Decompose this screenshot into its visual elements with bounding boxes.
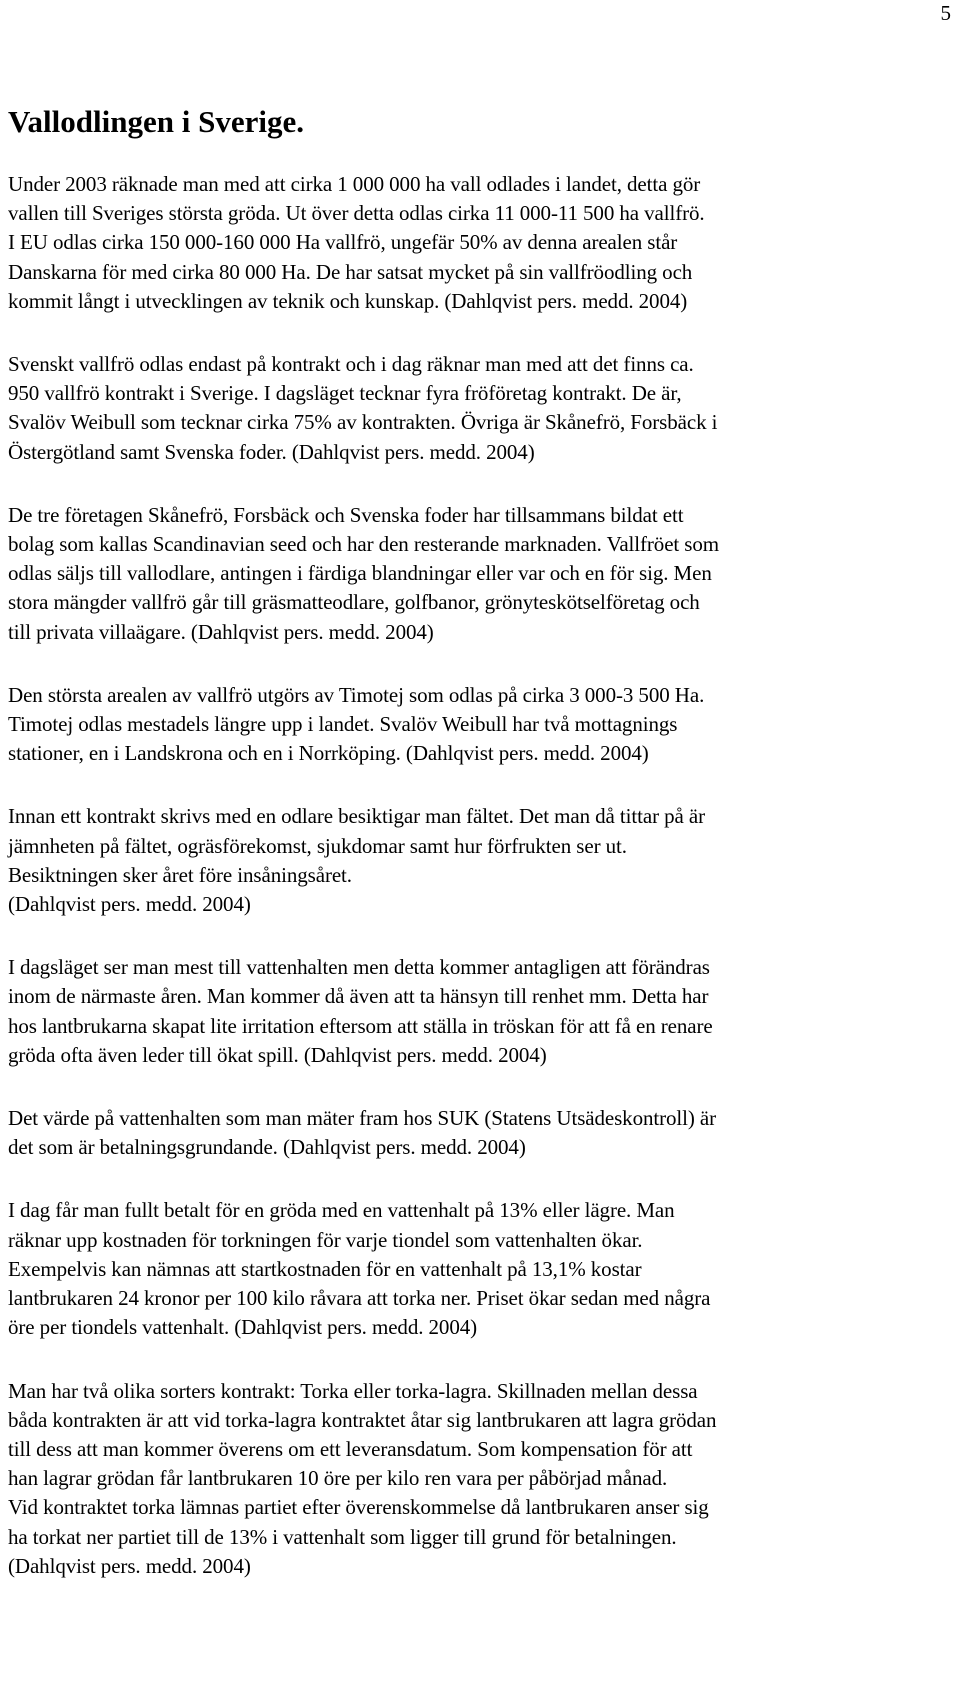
text-line: Svalöv Weibull som tecknar cirka 75% av kontrakten. Övriga är Skånefrö, Forsbäck i [8,410,718,435]
paragraph-7 [8,1104,948,1162]
text-line: han lagrar grödan får lantbrukaren 10 öre per kilo ren vara per påbörjad månad. [8,1466,668,1491]
paragraph-5 [8,802,948,919]
text-line: öre per tiondels vattenhalt. (Dahlqvist pers. medd. 2004) [8,1315,478,1340]
text-line: till privata villaägare. (Dahlqvist pers. medd. 2004) [8,619,434,644]
text-line: odlas säljs till vallodlare, antingen i färdiga blandningar eller var och en för sig. Men [8,561,712,586]
text-line: hos lantbrukarna skapat lite irritation eftersom att ställa in tröskan för att få en renare [8,1013,713,1038]
paragraph-9 [8,1377,948,1581]
paragraph-1 [8,170,948,316]
paragraph-6 [8,953,948,1070]
text-line: I EU odlas cirka 150 000-160 000 Ha vallfrö, ungefär 50% av denna arealen står [8,230,678,255]
text-line: kommit långt i utvecklingen av teknik och kunskap. (Dahlqvist pers. medd. 2004) [8,288,688,313]
text-line: till dess att man kommer överens om ett leveransdatum. Som kompensation för att [8,1436,693,1461]
text-line: båda kontrakten är att vid torka-lagra kontraktet åtar sig lantbrukaren att lagra grödan [8,1407,717,1432]
document-body [8,170,948,1615]
text-line: Man har två olika sorters kontrakt: Torka eller torka-lagra. Skillnaden mellan dessa [8,1378,698,1403]
text-line: Vid kontraktet torka lämnas partiet efter överenskommelse då lantbrukaren anser sig [8,1495,709,1520]
paragraph-4 [8,681,948,769]
paragraph-3 [8,501,948,647]
text-line: Det värde på vattenhalten som man mäter fram hos SUK (Statens Utsädeskontroll) är [8,1106,717,1131]
text-line: gröda ofta även leder till ökat spill. (Dahlqvist pers. medd. 2004) [8,1042,547,1067]
text-line: Östergötland samt Svenska foder. (Dahlqvist pers. medd. 2004) [8,439,535,464]
text-line: vallen till Sveriges största gröda. Ut över detta odlas cirka 11 000-11 500 ha vallfrö. [8,201,705,226]
text-line: De tre företagen Skånefrö, Forsbäck och Svenska foder har tillsammans bildat ett [8,502,684,527]
text-line: Timotej odlas mestadels längre upp i landet. Svalöv Weibull har två mottagnings [8,712,678,737]
text-line: inom de närmaste åren. Man kommer då även att ta hänsyn till renhet mm. Detta har [8,984,709,1009]
page-number: 5 [940,1,951,25]
text-line: Under 2003 räknade man med att cirka 1 000 000 ha vall odlades i landet, detta gör [8,172,701,196]
text-line: (Dahlqvist pers. medd. 2004) [8,892,251,917]
text-line: det som är betalningsgrundande. (Dahlqvist pers. medd. 2004) [8,1135,526,1160]
text-line: Besiktningen sker året före insåningsåret. [8,862,352,887]
page-title: Vallodlingen i Sverige. [8,104,304,139]
text-line: ha torkat ner partiet till de 13% i vattenhalt som ligger till grund för betalningen. [8,1524,677,1549]
text-line: Danskarna för med cirka 80 000 Ha. De har satsat mycket på sin vallfröodling och [8,259,693,284]
text-line: Innan ett kontrakt skrivs med en odlare besiktigar man fältet. Det man då tittar på är [8,804,705,829]
text-line: stationer, en i Landskrona och en i Norrköping. (Dahlqvist pers. medd. 2004) [8,741,649,766]
text-line: Den största arealen av vallfrö utgörs av Timotej som odlas på cirka 3 000-3 500 Ha. [8,682,705,707]
text-line: stora mängder vallfrö går till gräsmatteodlare, golfbanor, grönyteskötselföretag och [8,590,700,615]
text-line: bolag som kallas Scandinavian seed och har den resterande marknaden. Vallfröet som [8,532,720,557]
text-line: I dagsläget ser man mest till vattenhalten men detta kommer antagligen att förändras [8,955,710,980]
text-line: Exempelvis kan nämnas att startkostnaden för en vattenhalt på 13,1% kostar [8,1256,642,1281]
text-line: Svenskt vallfrö odlas endast på kontrakt och i dag räknar man med att det finns ca. [8,352,694,377]
text-line: lantbrukaren 24 kronor per 100 kilo råvara att torka ner. Priset ökar sedan med några [8,1286,711,1311]
text-line: (Dahlqvist pers. medd. 2004) [8,1553,251,1578]
paragraph-2 [8,350,948,467]
text-line: räknar upp kostnaden för torkningen för varje tiondel som vattenhalten ökar. [8,1227,643,1252]
paragraph-8 [8,1196,948,1342]
text-line: jämnheten på fältet, ogräsförekomst, sjukdomar samt hur förfrukten ser ut. [8,833,627,858]
text-line: 950 vallfrö kontrakt i Sverige. I dagsläget tecknar fyra fröföretag kontrakt. De är, [8,381,682,406]
text-line: I dag får man fullt betalt för en gröda med en vattenhalt på 13% eller lägre. Man [8,1198,675,1223]
